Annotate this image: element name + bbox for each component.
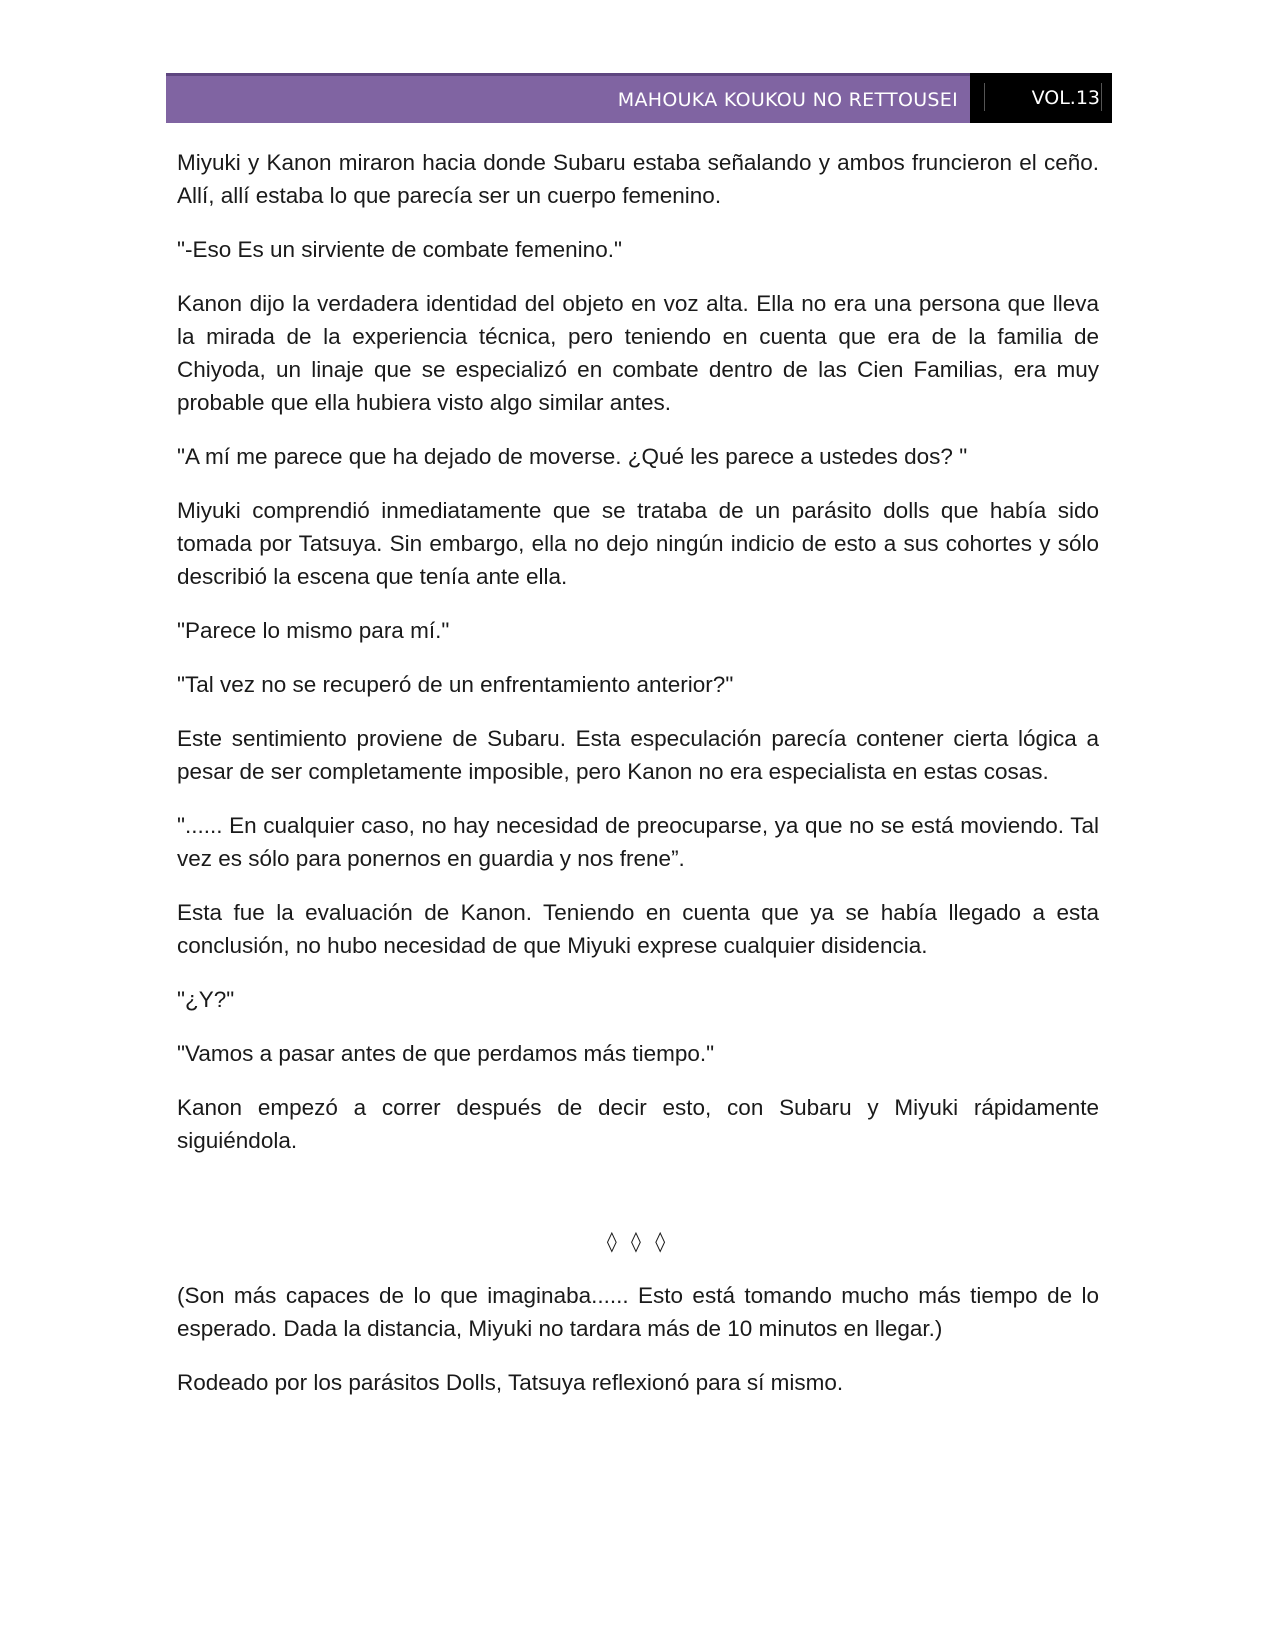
- paragraph: "Vamos a pasar antes de que perdamos más tiempo.": [177, 1041, 715, 1066]
- paragraph: Kanon dijo la verdadera identidad del objeto en voz alta. Ella no era una persona que lleva la mirada de la experiencia técnica, pero teniendo en cuenta que era de la familia de Chiyoda, un linaje que se especializó en combate dentro de las Cien Familias, era muy probable que ella hubiera visto algo similar antes.: [177, 291, 1099, 415]
- page-body: [177, 146, 1099, 1420]
- paragraph: "Parece lo mismo para mí.": [177, 618, 450, 643]
- volume-label: VOL.13: [970, 73, 1112, 123]
- book-title: MAHOUKA KOUKOU NO RETTOUSEI: [166, 73, 970, 123]
- paragraph: Miyuki y Kanon miraron hacia donde Subaru estaba señalando y ambos fruncieron el ceño. Allí, allí estaba lo que parecía ser un cuerpo femenino.: [177, 150, 1099, 208]
- paragraph: "-Eso Es un sirviente de combate femenino.": [177, 237, 622, 262]
- paragraph: "¿Y?": [177, 987, 235, 1012]
- paragraph: Miyuki comprendió inmediatamente que se trataba de un parásito dolls que había sido tomada por Tatsuya. Sin embargo, ella no dejo ningún indicio de esto a sus cohortes y sólo describió la escena que tenía ante ella.: [177, 498, 1099, 589]
- page-header: [166, 73, 1112, 123]
- paragraph: Rodeado por los parásitos Dolls, Tatsuya reflexionó para sí mismo.: [177, 1370, 844, 1395]
- paragraph: "A mí me parece que ha dejado de moverse. ¿Qué les parece a ustedes dos? ": [177, 444, 968, 469]
- paragraph: Esta fue la evaluación de Kanon. Teniendo en cuenta que ya se había llegado a esta conclusión, no hubo necesidad de que Miyuki exprese cualquier disidencia.: [177, 900, 1099, 958]
- scene-separator: ◊ ◊ ◊: [606, 1229, 670, 1253]
- paragraph: (Son más capaces de lo que imaginaba...... Esto está tomando mucho más tiempo de lo esperado. Dada la distancia, Miyuki no tardara más de 10 minutos en llegar.): [177, 1283, 1099, 1341]
- paragraph: "Tal vez no se recuperó de un enfrentamiento anterior?": [177, 672, 734, 697]
- paragraph: Kanon empezó a correr después de decir esto, con Subaru y Miyuki rápidamente siguiéndola.: [177, 1095, 1099, 1153]
- paragraph: Este sentimiento proviene de Subaru. Esta especulación parecía contener cierta lógica a pesar de ser completamente imposible, pero Kanon no era especialista en estas cosas.: [177, 726, 1099, 784]
- paragraph: "...... En cualquier caso, no hay necesidad de preocuparse, ya que no se está moviendo. Tal vez es sólo para ponernos en guardia y nos frene”.: [177, 813, 1099, 871]
